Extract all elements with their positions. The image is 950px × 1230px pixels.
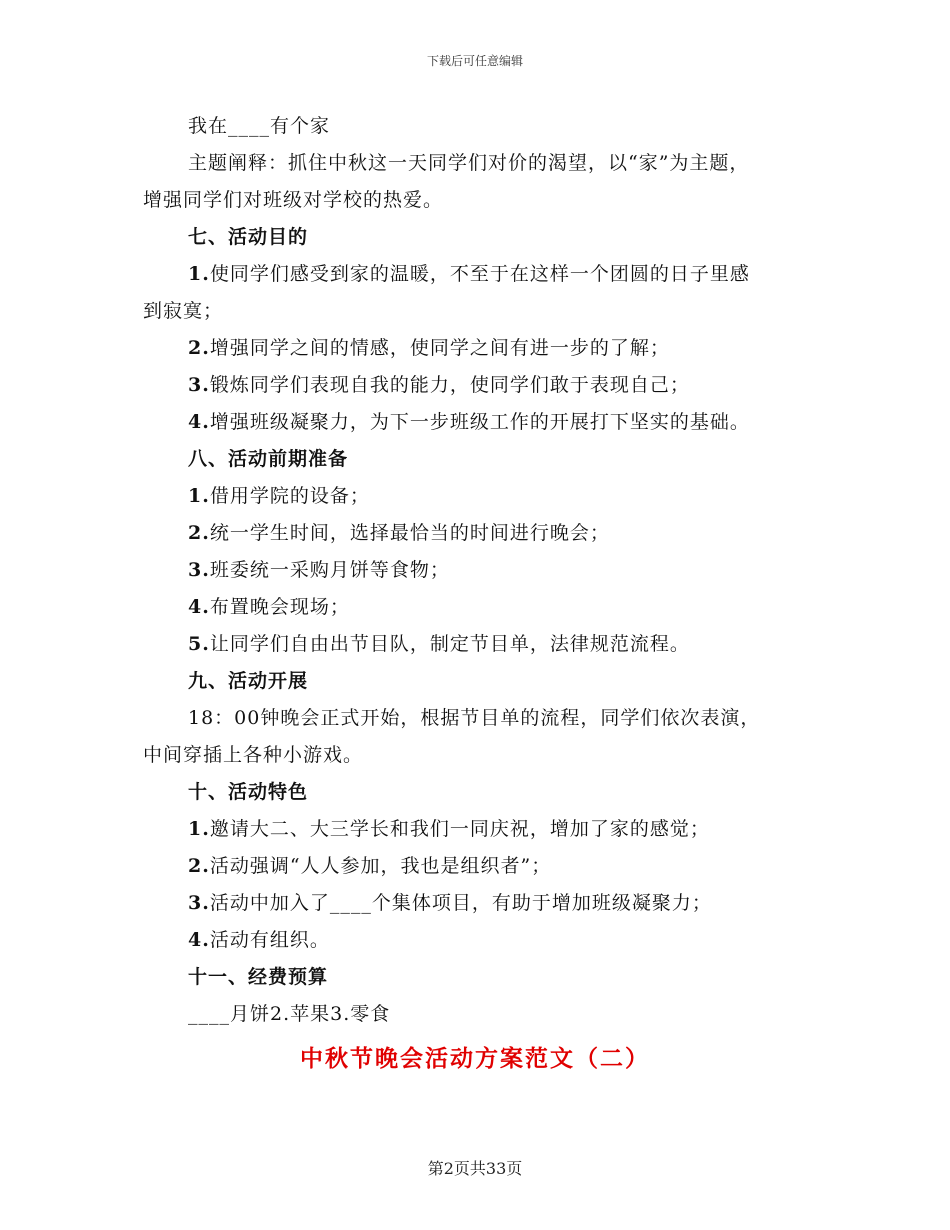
section-11-heading: 十一、经费预算: [188, 966, 329, 988]
item-number: 1.: [188, 263, 210, 285]
list-item: [143, 922, 823, 959]
item-number: 3.: [188, 892, 210, 914]
item-text: 活动中加入了____个集体项目，有助于增加班级凝聚力；: [209, 892, 712, 914]
paragraph: 18：00钟晚会正式开始，根据节目单的流程，同学们依次表演，: [188, 707, 761, 729]
list-item: [143, 515, 823, 552]
list-item: [143, 367, 823, 404]
list-item: [143, 811, 823, 848]
item-number: 5.: [188, 633, 210, 655]
budget-line: ____月饼2.苹果3.零食: [188, 1003, 391, 1025]
page-header-note: 下载后可任意编辑: [426, 54, 523, 68]
item-text: 布置晚会现场；: [209, 596, 350, 618]
list-item: [143, 589, 823, 626]
item-number: 1.: [188, 818, 210, 840]
item-text: 活动有组织。: [209, 929, 330, 951]
item-number: 3.: [188, 374, 210, 396]
item-text: 统一学生时间，选择最恰当的时间进行晚会；: [209, 522, 610, 544]
item-number: 4.: [188, 411, 210, 433]
paragraph-cont: 中间穿插上各种小游戏。: [143, 744, 364, 766]
item-number: 3.: [188, 559, 210, 581]
item-number: 2.: [188, 337, 210, 359]
item-text: 使同学们感受到家的温暖，不至于在这样一个团圆的日子里感: [209, 263, 750, 285]
list-item-cont: 到寂寞；: [143, 300, 224, 322]
list-item: [143, 478, 823, 515]
item-text: 班委统一采购月饼等食物；: [209, 559, 450, 581]
section-7-heading: 七、活动目的: [188, 226, 309, 248]
list-item: [143, 848, 823, 885]
item-text: 增强同学之间的情感，使同学之间有进一步的了解；: [209, 337, 670, 359]
section-10-heading: 十、活动特色: [188, 781, 309, 803]
list-item: [143, 885, 823, 922]
list-item: [143, 256, 823, 293]
list-item: [143, 404, 823, 441]
item-text: 增强班级凝聚力，为下一步班级工作的开展打下坚实的基础。: [209, 411, 750, 433]
section-9-heading: 九、活动开展: [188, 670, 309, 692]
document-title: 中秋节晚会活动方案范文（二）: [300, 1045, 650, 1072]
item-text: 活动强调“人人参加，我也是组织者”；: [209, 855, 552, 877]
item-number: 4.: [188, 929, 210, 951]
page-number: 第2页共33页: [427, 1159, 523, 1178]
theme-explanation-cont: 增强同学们对班级对学校的热爱。: [143, 189, 444, 211]
theme-line: 我在____有个家: [188, 115, 331, 137]
list-item: [143, 552, 823, 589]
item-text: 让同学们自由出节目队，制定节目单，法律规范流程。: [209, 633, 690, 655]
item-text: 锻炼同学们表现自我的能力，使同学们敢于表现自己；: [209, 374, 690, 396]
item-text: 邀请大二、大三学长和我们一同庆祝，增加了家的感觉；: [209, 818, 710, 840]
document-body: [143, 108, 823, 1033]
item-number: 2.: [188, 855, 210, 877]
item-text: 借用学院的设备；: [209, 485, 370, 507]
theme-explanation: 主题阐释：抓住中秋这一天同学们对价的渴望，以“家”为主题，: [188, 152, 750, 174]
list-item: [143, 330, 823, 367]
list-item: [143, 626, 823, 663]
section-8-heading: 八、活动前期准备: [188, 448, 349, 470]
item-number: 4.: [188, 596, 210, 618]
item-number: 1.: [188, 485, 210, 507]
item-number: 2.: [188, 522, 210, 544]
